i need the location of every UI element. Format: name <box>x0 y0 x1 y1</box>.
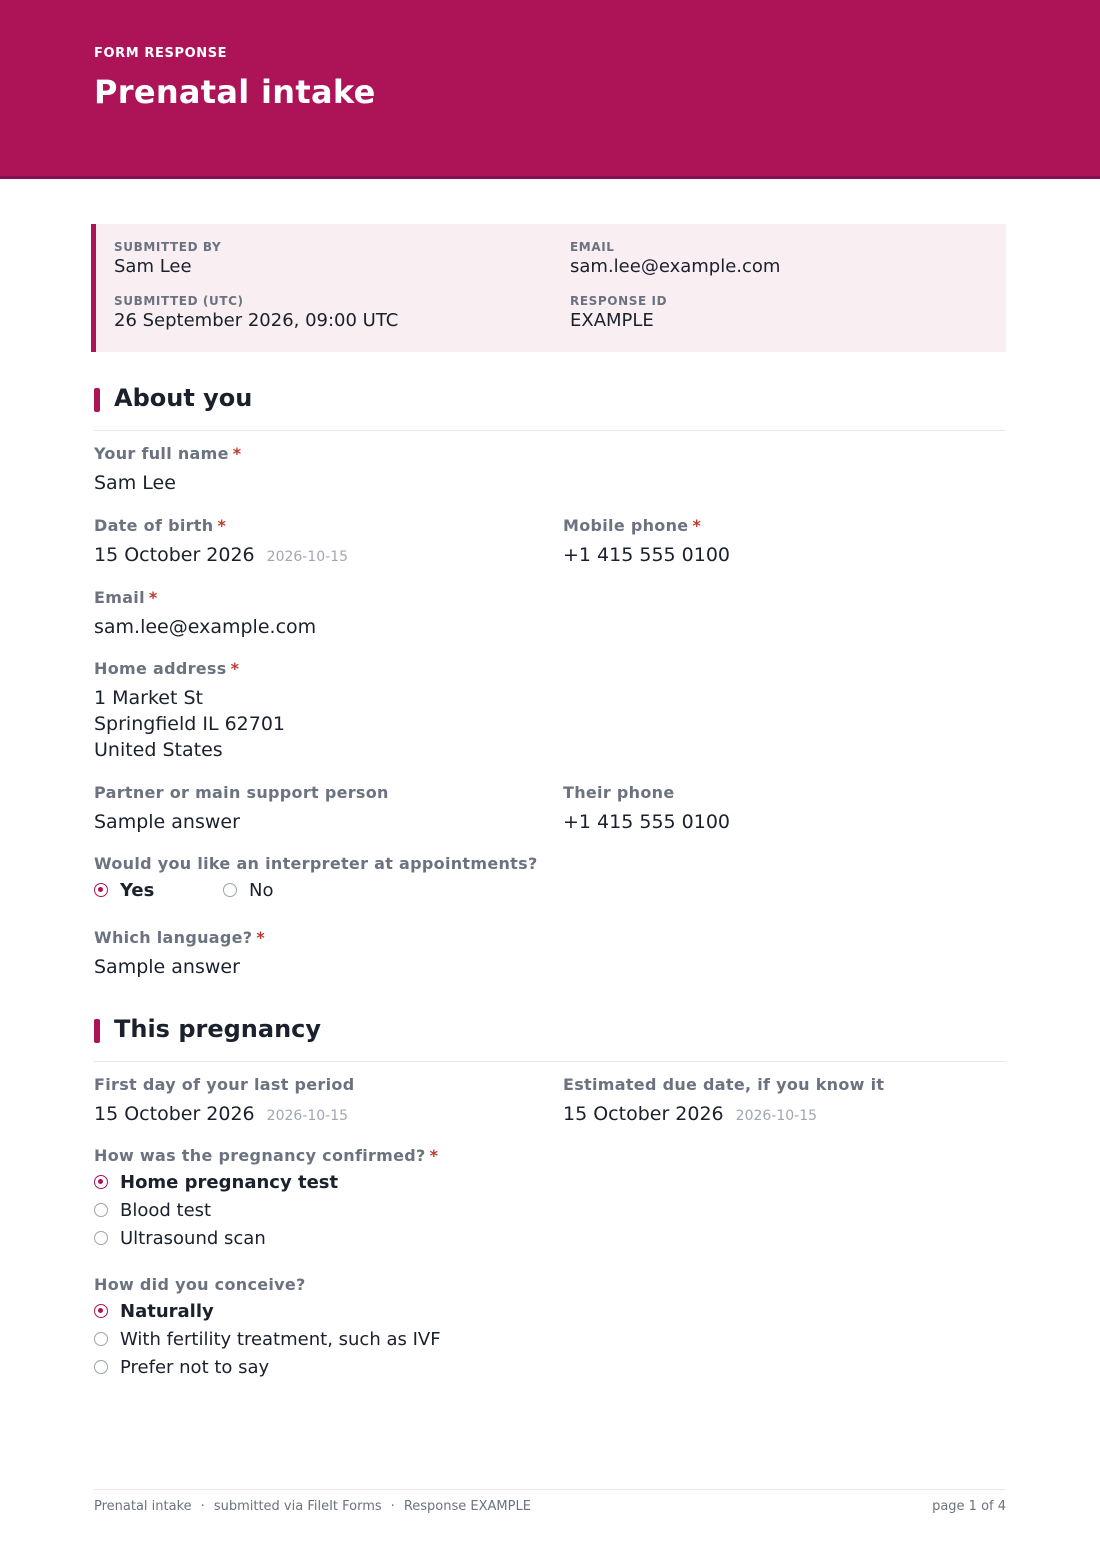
field-label: Email * <box>94 588 158 607</box>
field-pregnancy-confirmed <box>94 1146 438 1165</box>
field-label: Date of birth * <box>94 516 227 535</box>
address-line: United States <box>94 739 223 761</box>
meta-value: 26 September 2026, 09:00 UTC <box>114 310 399 331</box>
footer-via: submitted via FileIt Forms <box>213 1499 382 1514</box>
field-value: 15 October 2026 2026-10-15 <box>563 1103 818 1125</box>
section-title: About you <box>114 384 253 412</box>
radio-selected-icon <box>94 1175 108 1189</box>
radio-label: Naturally <box>120 1301 214 1322</box>
field-label: How did you conceive? <box>94 1275 306 1294</box>
radio-selected-icon <box>94 1304 108 1318</box>
field-value: 15 October 2026 2026-10-15 <box>94 1103 349 1125</box>
field-label: Estimated due date, if you know it <box>563 1075 885 1094</box>
field-last-period <box>94 1075 354 1129</box>
field-label: First day of your last period <box>94 1075 355 1094</box>
field-conceive <box>94 1275 306 1294</box>
radio-empty-icon <box>94 1231 108 1245</box>
meta-label: RESPONSE ID <box>570 294 668 308</box>
field-value: +1 415 555 0100 <box>563 811 731 833</box>
radio-label: Blood test <box>120 1200 212 1221</box>
radio-empty-icon <box>223 883 237 897</box>
field-value: sam.lee@example.com <box>94 616 317 638</box>
radio-selected-icon <box>94 883 108 897</box>
footer-info <box>94 1499 531 1514</box>
field-value: +1 415 555 0100 <box>563 544 731 566</box>
radio-label: Yes <box>120 880 155 901</box>
footer-separator: · <box>200 1499 205 1514</box>
field-label: Your full name * <box>94 444 242 463</box>
section-accent-bar <box>94 1019 100 1043</box>
radio-empty-icon <box>94 1360 108 1374</box>
address-line: 1 Market St <box>94 687 203 709</box>
field-interpreter <box>94 854 538 873</box>
field-label: Partner or main support person <box>94 783 389 802</box>
meta-value: EXAMPLE <box>570 310 654 331</box>
section-about-you <box>94 386 1006 431</box>
iso-date: 2026-10-15 <box>266 549 349 565</box>
field-partner-phone <box>563 783 730 835</box>
field-label: Would you like an interpreter at appointments? <box>94 854 538 873</box>
page-title: Prenatal intake <box>94 73 376 111</box>
form-kicker: FORM RESPONSE <box>94 46 228 61</box>
field-label: Home address * <box>94 659 240 678</box>
field-label: How was the pregnancy confirmed? * <box>94 1146 439 1165</box>
radio-label: With fertility treatment, such as IVF <box>120 1329 441 1350</box>
field-value: Sample answer <box>94 956 240 978</box>
meta-email <box>570 240 780 277</box>
iso-date: 2026-10-15 <box>735 1108 818 1124</box>
meta-response-id <box>570 294 667 331</box>
section-accent-bar <box>94 388 100 412</box>
field-value: Sam Lee <box>94 472 176 494</box>
section-title: This pregnancy <box>114 1015 322 1043</box>
required-marker: * <box>429 1146 439 1165</box>
footer-response: Response EXAMPLE <box>403 1499 531 1514</box>
field-email <box>94 588 316 640</box>
address-line: Springfield IL 62701 <box>94 713 286 735</box>
page-number: page 1 of 4 <box>932 1499 1006 1514</box>
meta-submitted-utc <box>114 294 398 331</box>
field-mobile-phone <box>563 516 730 568</box>
field-partner <box>94 783 389 835</box>
field-due-date <box>563 1075 884 1129</box>
meta-submitted-by <box>114 240 221 277</box>
meta-label: SUBMITTED (UTC) <box>114 294 244 308</box>
header-banner <box>0 0 1100 179</box>
required-marker: * <box>232 444 242 463</box>
meta-value: sam.lee@example.com <box>570 256 781 277</box>
required-marker: * <box>692 516 702 535</box>
required-marker: * <box>217 516 227 535</box>
radio-label: No <box>249 880 274 901</box>
radio-empty-icon <box>94 1332 108 1346</box>
page-footer <box>94 1489 1006 1514</box>
meta-label: EMAIL <box>570 240 615 254</box>
meta-value: Sam Lee <box>114 256 192 277</box>
radio-empty-icon <box>94 1203 108 1217</box>
field-label: Which language? * <box>94 928 266 947</box>
submission-meta <box>91 224 1006 352</box>
field-date-of-birth <box>94 516 348 570</box>
radio-label: Home pregnancy test <box>120 1172 339 1193</box>
required-marker: * <box>256 928 266 947</box>
field-language <box>94 928 265 980</box>
radio-label: Prefer not to say <box>120 1357 270 1378</box>
radio-label: Ultrasound scan <box>120 1228 266 1249</box>
iso-date: 2026-10-15 <box>266 1108 349 1124</box>
required-marker: * <box>148 588 158 607</box>
required-marker: * <box>230 659 240 678</box>
field-label: Their phone <box>563 783 675 802</box>
field-value: 15 October 2026 2026-10-15 <box>94 544 349 566</box>
section-this-pregnancy <box>94 1017 1006 1062</box>
footer-separator: · <box>390 1499 395 1514</box>
field-value: Sample answer <box>94 811 240 833</box>
field-label: Mobile phone * <box>563 516 702 535</box>
footer-form-name: Prenatal intake <box>94 1499 192 1514</box>
meta-label: SUBMITTED BY <box>114 240 222 254</box>
field-full-name <box>94 444 241 496</box>
field-home-address <box>94 659 285 763</box>
